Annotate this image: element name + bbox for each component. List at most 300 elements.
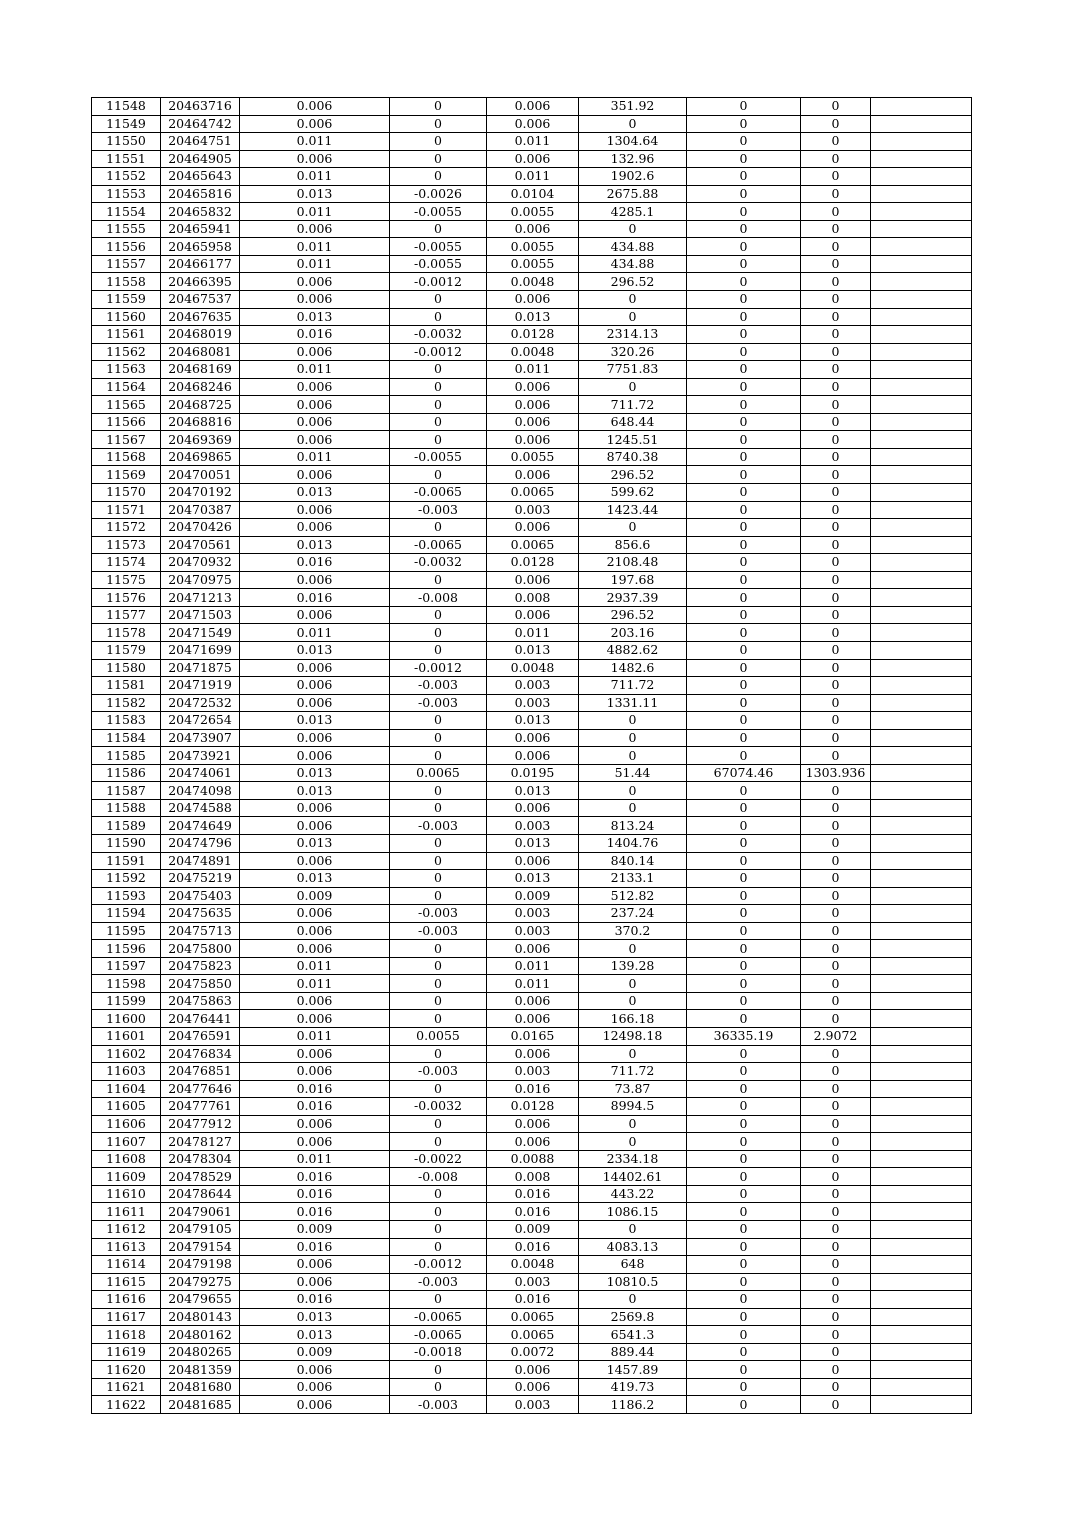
net-rate-cell: 0.013	[487, 641, 579, 659]
row-number-cell: 11570	[92, 484, 161, 502]
id-cell: 20468081	[161, 343, 240, 361]
table-row	[92, 571, 972, 589]
result-cell: 0	[801, 291, 871, 309]
table-row	[92, 870, 972, 888]
rate-cell: 0.013	[240, 1308, 390, 1326]
adjustment-cell: 0	[390, 799, 487, 817]
result-cell: 0	[801, 1221, 871, 1239]
id-cell: 20473907	[161, 729, 240, 747]
table-row	[92, 1080, 972, 1098]
value-cell: 0	[687, 378, 801, 396]
adjustment-cell: -0.003	[390, 905, 487, 923]
table-row	[92, 308, 972, 326]
rate-cell: 0.013	[240, 712, 390, 730]
table-row	[92, 1378, 972, 1396]
adjustment-cell: -0.003	[390, 501, 487, 519]
amount-cell: 139.28	[579, 957, 687, 975]
adjustment-cell: -0.003	[390, 817, 487, 835]
empty-cell	[871, 624, 972, 642]
empty-cell	[871, 747, 972, 765]
result-cell: 0	[801, 712, 871, 730]
rate-cell: 0.016	[240, 1203, 390, 1221]
net-rate-cell: 0.0048	[487, 1256, 579, 1274]
net-rate-cell: 0.013	[487, 834, 579, 852]
rate-cell: 0.013	[240, 484, 390, 502]
value-cell: 0	[687, 1115, 801, 1133]
rate-cell: 0.013	[240, 782, 390, 800]
table-row	[92, 1238, 972, 1256]
rate-cell: 0.006	[240, 729, 390, 747]
id-cell: 20471503	[161, 606, 240, 624]
rate-cell: 0.009	[240, 1343, 390, 1361]
adjustment-cell: 0	[390, 1185, 487, 1203]
adjustment-cell: 0	[390, 624, 487, 642]
row-number-cell: 11586	[92, 764, 161, 782]
amount-cell: 1304.64	[579, 133, 687, 151]
table-row	[92, 887, 972, 905]
adjustment-cell: 0.0055	[390, 1027, 487, 1045]
net-rate-cell: 0.0048	[487, 273, 579, 291]
table-row	[92, 431, 972, 449]
adjustment-cell: -0.003	[390, 694, 487, 712]
result-cell: 0	[801, 975, 871, 993]
row-number-cell: 11603	[92, 1063, 161, 1081]
amount-cell: 132.96	[579, 150, 687, 168]
table-row	[92, 1045, 972, 1063]
value-cell: 0	[687, 519, 801, 537]
value-cell: 0	[687, 168, 801, 186]
value-cell: 0	[687, 308, 801, 326]
net-rate-cell: 0.0065	[487, 484, 579, 502]
empty-cell	[871, 1273, 972, 1291]
net-rate-cell: 0.0128	[487, 554, 579, 572]
id-cell: 20479105	[161, 1221, 240, 1239]
amount-cell: 599.62	[579, 484, 687, 502]
result-cell: 0	[801, 431, 871, 449]
rate-cell: 0.006	[240, 571, 390, 589]
row-number-cell: 11549	[92, 115, 161, 133]
amount-cell: 443.22	[579, 1185, 687, 1203]
empty-cell	[871, 764, 972, 782]
table-row	[92, 712, 972, 730]
amount-cell: 51.44	[579, 764, 687, 782]
amount-cell: 4083.13	[579, 1238, 687, 1256]
value-cell: 0	[687, 887, 801, 905]
row-number-cell: 11601	[92, 1027, 161, 1045]
empty-cell	[871, 852, 972, 870]
result-cell: 0	[801, 413, 871, 431]
adjustment-cell: 0	[390, 852, 487, 870]
id-cell: 20474796	[161, 834, 240, 852]
amount-cell: 419.73	[579, 1378, 687, 1396]
value-cell: 0	[687, 1308, 801, 1326]
adjustment-cell: 0	[390, 957, 487, 975]
result-cell: 0	[801, 782, 871, 800]
table-row	[92, 992, 972, 1010]
table-row	[92, 905, 972, 923]
id-cell: 20478529	[161, 1168, 240, 1186]
adjustment-cell: 0	[390, 992, 487, 1010]
table-row	[92, 1168, 972, 1186]
row-number-cell: 11596	[92, 940, 161, 958]
empty-cell	[871, 1185, 972, 1203]
id-cell: 20481359	[161, 1361, 240, 1379]
rate-cell: 0.011	[240, 1150, 390, 1168]
net-rate-cell: 0.0128	[487, 1098, 579, 1116]
net-rate-cell: 0.003	[487, 1396, 579, 1414]
empty-cell	[871, 589, 972, 607]
id-cell: 20471549	[161, 624, 240, 642]
rate-cell: 0.016	[240, 589, 390, 607]
rate-cell: 0.006	[240, 273, 390, 291]
result-cell: 0	[801, 98, 871, 116]
empty-cell	[871, 501, 972, 519]
table-row	[92, 361, 972, 379]
empty-cell	[871, 659, 972, 677]
amount-cell: 2334.18	[579, 1150, 687, 1168]
result-cell: 0	[801, 589, 871, 607]
adjustment-cell: 0	[390, 291, 487, 309]
row-number-cell: 11550	[92, 133, 161, 151]
net-rate-cell: 0.016	[487, 1080, 579, 1098]
empty-cell	[871, 1080, 972, 1098]
result-cell: 0	[801, 378, 871, 396]
result-cell: 0	[801, 1238, 871, 1256]
net-rate-cell: 0.006	[487, 799, 579, 817]
amount-cell: 7751.83	[579, 361, 687, 379]
value-cell: 0	[687, 1098, 801, 1116]
amount-cell: 1423.44	[579, 501, 687, 519]
empty-cell	[871, 1098, 972, 1116]
value-cell: 0	[687, 115, 801, 133]
result-cell: 0	[801, 115, 871, 133]
row-number-cell: 11616	[92, 1291, 161, 1309]
id-cell: 20479061	[161, 1203, 240, 1221]
rate-cell: 0.011	[240, 238, 390, 256]
amount-cell: 0	[579, 782, 687, 800]
row-number-cell: 11606	[92, 1115, 161, 1133]
net-rate-cell: 0.011	[487, 975, 579, 993]
row-number-cell: 11621	[92, 1378, 161, 1396]
table-row	[92, 484, 972, 502]
rate-cell: 0.011	[240, 448, 390, 466]
amount-cell: 840.14	[579, 852, 687, 870]
net-rate-cell: 0.006	[487, 1361, 579, 1379]
empty-cell	[871, 203, 972, 221]
value-cell: 0	[687, 1343, 801, 1361]
empty-cell	[871, 905, 972, 923]
amount-cell: 197.68	[579, 571, 687, 589]
rate-cell: 0.013	[240, 185, 390, 203]
row-number-cell: 11609	[92, 1168, 161, 1186]
adjustment-cell: -0.0022	[390, 1150, 487, 1168]
net-rate-cell: 0.013	[487, 712, 579, 730]
row-number-cell: 11611	[92, 1203, 161, 1221]
rate-cell: 0.013	[240, 536, 390, 554]
amount-cell: 2108.48	[579, 554, 687, 572]
adjustment-cell: 0	[390, 413, 487, 431]
empty-cell	[871, 291, 972, 309]
value-cell: 0	[687, 466, 801, 484]
net-rate-cell: 0.003	[487, 677, 579, 695]
empty-cell	[871, 185, 972, 203]
table-row	[92, 624, 972, 642]
net-rate-cell: 0.003	[487, 905, 579, 923]
table-row	[92, 1203, 972, 1221]
rate-cell: 0.006	[240, 291, 390, 309]
id-cell: 20470561	[161, 536, 240, 554]
result-cell: 0	[801, 1396, 871, 1414]
table-row	[92, 1396, 972, 1414]
empty-cell	[871, 992, 972, 1010]
net-rate-cell: 0.0195	[487, 764, 579, 782]
empty-cell	[871, 694, 972, 712]
result-cell: 0	[801, 834, 871, 852]
empty-cell	[871, 1168, 972, 1186]
row-number-cell: 11622	[92, 1396, 161, 1414]
row-number-cell: 11571	[92, 501, 161, 519]
table-row	[92, 1010, 972, 1028]
amount-cell: 0	[579, 747, 687, 765]
amount-cell: 1086.15	[579, 1203, 687, 1221]
row-number-cell: 11607	[92, 1133, 161, 1151]
adjustment-cell: 0	[390, 133, 487, 151]
amount-cell: 296.52	[579, 606, 687, 624]
row-number-cell: 11594	[92, 905, 161, 923]
amount-cell: 434.88	[579, 255, 687, 273]
adjustment-cell: -0.0055	[390, 255, 487, 273]
empty-cell	[871, 133, 972, 151]
adjustment-cell: -0.0055	[390, 238, 487, 256]
adjustment-cell: 0	[390, 1115, 487, 1133]
empty-cell	[871, 712, 972, 730]
adjustment-cell: 0	[390, 378, 487, 396]
value-cell: 0	[687, 799, 801, 817]
net-rate-cell: 0.006	[487, 1378, 579, 1396]
amount-cell: 0	[579, 712, 687, 730]
net-rate-cell: 0.011	[487, 133, 579, 151]
value-cell: 0	[687, 1238, 801, 1256]
net-rate-cell: 0.013	[487, 870, 579, 888]
result-cell: 2.9072	[801, 1027, 871, 1045]
adjustment-cell: -0.0012	[390, 659, 487, 677]
amount-cell: 0	[579, 308, 687, 326]
adjustment-cell: -0.0018	[390, 1343, 487, 1361]
empty-cell	[871, 326, 972, 344]
empty-cell	[871, 641, 972, 659]
row-number-cell: 11599	[92, 992, 161, 1010]
amount-cell: 711.72	[579, 396, 687, 414]
result-cell: 0	[801, 677, 871, 695]
value-cell: 0	[687, 1150, 801, 1168]
row-number-cell: 11612	[92, 1221, 161, 1239]
id-cell: 20470975	[161, 571, 240, 589]
amount-cell: 2314.13	[579, 326, 687, 344]
value-cell: 0	[687, 291, 801, 309]
table-row	[92, 1027, 972, 1045]
row-number-cell: 11582	[92, 694, 161, 712]
adjustment-cell: -0.0065	[390, 1326, 487, 1344]
result-cell: 0	[801, 624, 871, 642]
result-cell: 0	[801, 519, 871, 537]
adjustment-cell: 0	[390, 834, 487, 852]
rate-cell: 0.006	[240, 150, 390, 168]
table-row	[92, 606, 972, 624]
result-cell: 0	[801, 1080, 871, 1098]
value-cell: 0	[687, 905, 801, 923]
rate-cell: 0.006	[240, 1378, 390, 1396]
result-cell: 0	[801, 1133, 871, 1151]
empty-cell	[871, 1378, 972, 1396]
rate-cell: 0.011	[240, 975, 390, 993]
adjustment-cell: -0.008	[390, 1168, 487, 1186]
adjustment-cell: -0.0055	[390, 448, 487, 466]
empty-cell	[871, 220, 972, 238]
result-cell: 0	[801, 133, 871, 151]
rate-cell: 0.006	[240, 98, 390, 116]
row-number-cell: 11568	[92, 448, 161, 466]
value-cell: 0	[687, 326, 801, 344]
result-cell: 0	[801, 203, 871, 221]
table-row	[92, 115, 972, 133]
id-cell: 20475823	[161, 957, 240, 975]
result-cell: 0	[801, 905, 871, 923]
id-cell: 20475713	[161, 922, 240, 940]
result-cell: 0	[801, 852, 871, 870]
id-cell: 20479655	[161, 1291, 240, 1309]
amount-cell: 203.16	[579, 624, 687, 642]
net-rate-cell: 0.006	[487, 992, 579, 1010]
net-rate-cell: 0.006	[487, 396, 579, 414]
table-row	[92, 326, 972, 344]
value-cell: 0	[687, 185, 801, 203]
value-cell: 0	[687, 782, 801, 800]
id-cell: 20481685	[161, 1396, 240, 1414]
empty-cell	[871, 466, 972, 484]
id-cell: 20475635	[161, 905, 240, 923]
net-rate-cell: 0.016	[487, 1185, 579, 1203]
row-number-cell: 11615	[92, 1273, 161, 1291]
id-cell: 20471699	[161, 641, 240, 659]
table-row	[92, 185, 972, 203]
result-cell: 0	[801, 484, 871, 502]
row-number-cell: 11588	[92, 799, 161, 817]
result-cell: 0	[801, 1378, 871, 1396]
value-cell: 0	[687, 1203, 801, 1221]
amount-cell: 296.52	[579, 273, 687, 291]
empty-cell	[871, 1308, 972, 1326]
row-number-cell: 11597	[92, 957, 161, 975]
amount-cell: 1186.2	[579, 1396, 687, 1414]
adjustment-cell: 0	[390, 712, 487, 730]
net-rate-cell: 0.013	[487, 308, 579, 326]
value-cell: 0	[687, 396, 801, 414]
amount-cell: 0	[579, 729, 687, 747]
id-cell: 20477761	[161, 1098, 240, 1116]
net-rate-cell: 0.008	[487, 589, 579, 607]
rate-cell: 0.016	[240, 1185, 390, 1203]
value-cell: 0	[687, 747, 801, 765]
rate-cell: 0.011	[240, 255, 390, 273]
id-cell: 20471919	[161, 677, 240, 695]
row-number-cell: 11579	[92, 641, 161, 659]
table-row	[92, 1308, 972, 1326]
value-cell: 0	[687, 150, 801, 168]
amount-cell: 0	[579, 992, 687, 1010]
net-rate-cell: 0.016	[487, 1203, 579, 1221]
id-cell: 20470051	[161, 466, 240, 484]
net-rate-cell: 0.006	[487, 115, 579, 133]
result-cell: 0	[801, 1273, 871, 1291]
table-row	[92, 747, 972, 765]
table-row	[92, 975, 972, 993]
adjustment-cell: -0.0032	[390, 1098, 487, 1116]
amount-cell: 1245.51	[579, 431, 687, 449]
empty-cell	[871, 519, 972, 537]
empty-cell	[871, 677, 972, 695]
value-cell: 0	[687, 852, 801, 870]
rate-cell: 0.011	[240, 168, 390, 186]
net-rate-cell: 0.016	[487, 1291, 579, 1309]
id-cell: 20467635	[161, 308, 240, 326]
result-cell: 0	[801, 1326, 871, 1344]
amount-cell: 856.6	[579, 536, 687, 554]
table-row	[92, 133, 972, 151]
value-cell: 0	[687, 729, 801, 747]
id-cell: 20475403	[161, 887, 240, 905]
empty-cell	[871, 448, 972, 466]
id-cell: 20468019	[161, 326, 240, 344]
net-rate-cell: 0.006	[487, 747, 579, 765]
value-cell: 0	[687, 133, 801, 151]
result-cell: 0	[801, 273, 871, 291]
adjustment-cell: -0.0032	[390, 326, 487, 344]
adjustment-cell: 0	[390, 641, 487, 659]
result-cell: 0	[801, 694, 871, 712]
value-cell: 0	[687, 255, 801, 273]
net-rate-cell: 0.011	[487, 624, 579, 642]
net-rate-cell: 0.0055	[487, 255, 579, 273]
adjustment-cell: 0	[390, 98, 487, 116]
result-cell: 0	[801, 1168, 871, 1186]
id-cell: 20465816	[161, 185, 240, 203]
net-rate-cell: 0.006	[487, 378, 579, 396]
result-cell: 0	[801, 220, 871, 238]
value-cell: 0	[687, 589, 801, 607]
empty-cell	[871, 536, 972, 554]
result-cell: 0	[801, 1203, 871, 1221]
result-cell: 0	[801, 1010, 871, 1028]
id-cell: 20475863	[161, 992, 240, 1010]
empty-cell	[871, 817, 972, 835]
rate-cell: 0.006	[240, 799, 390, 817]
result-cell: 0	[801, 554, 871, 572]
empty-cell	[871, 922, 972, 940]
table-row	[92, 922, 972, 940]
table-row	[92, 413, 972, 431]
row-number-cell: 11585	[92, 747, 161, 765]
rate-cell: 0.006	[240, 378, 390, 396]
id-cell: 20464742	[161, 115, 240, 133]
amount-cell: 2569.8	[579, 1308, 687, 1326]
table-row	[92, 98, 972, 116]
rate-cell: 0.011	[240, 957, 390, 975]
empty-cell	[871, 1063, 972, 1081]
value-cell: 0	[687, 1361, 801, 1379]
table-row	[92, 940, 972, 958]
id-cell: 20472654	[161, 712, 240, 730]
rate-cell: 0.006	[240, 992, 390, 1010]
